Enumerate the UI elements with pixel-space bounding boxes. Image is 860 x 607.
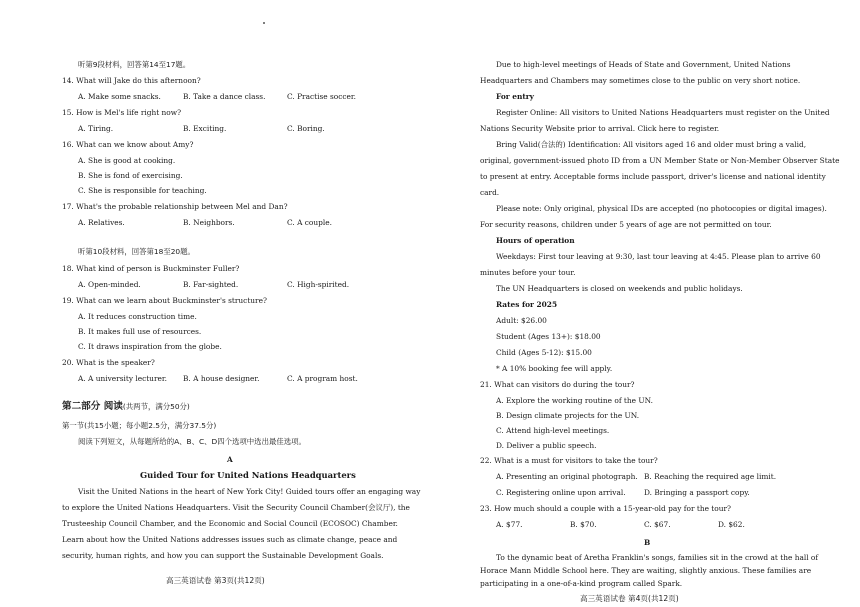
q20-option-a: A. A university lecturer. — [78, 374, 167, 383]
part-instruction: 第一节(共15小题；每小题2.5分，满分37.5分) — [62, 421, 217, 430]
q15-option-a: A. Tiring. — [78, 124, 114, 133]
q14-option-b: B. Take a dance class. — [183, 92, 266, 101]
q23-option-b: B. $70. — [570, 520, 597, 529]
hours-line: minutes before your tour. — [480, 268, 576, 277]
q20-option-b: B. A house designer. — [183, 374, 260, 383]
rate-child: Child (Ages 5-12): $15.00 — [496, 348, 592, 357]
hours-line: The UN Headquarters is closed on weekends and public holidays. — [496, 284, 743, 293]
question-17: 17. What's the probable relationship between Mel and Dan? — [62, 202, 288, 211]
scan-speck — [263, 22, 265, 24]
rate-student: Student (Ages 13+): $18.00 — [496, 332, 601, 341]
page-footer: 高三英语试卷 第4页(共12页) — [580, 594, 679, 603]
q21-option-c: C. Attend high-level meetings. — [496, 426, 610, 435]
passage-a-line: security, human rights, and how you can support the Sustainable Development Goals. — [62, 551, 384, 560]
notice-line: Due to high-level meetings of Heads of State and Government, United Nations — [496, 60, 791, 69]
section-score: (共两节，满分50分) — [122, 402, 190, 411]
q22-option-d: D. Bringing a passport copy. — [644, 488, 750, 497]
q17-option-c: C. A couple. — [287, 218, 332, 227]
section-heading — [62, 402, 190, 412]
passage-b-line: To the dynamic beat of Aretha Franklin's songs, families sit in the crowd at the hall of — [496, 553, 819, 562]
entry-line: Please note: Only original, physical IDs are accepted (no photocopies or digital images). — [496, 204, 827, 213]
question-19: 19. What can we learn about Buckminster's structure? — [62, 296, 267, 305]
booking-fee-note: * A 10% booking fee will apply. — [496, 364, 613, 373]
q23-option-d: D. $62. — [718, 520, 745, 529]
q17-option-b: B. Neighbors. — [183, 218, 235, 227]
entry-line: original, government-issued photo ID from a UN Member State or Non-Member Observer State — [480, 156, 840, 165]
passage-b-label: B — [644, 538, 651, 547]
question-20: 20. What is the speaker? — [62, 358, 155, 367]
notice-line: Headquarters and Chambers may sometimes close to the public on very short notice. — [480, 76, 801, 85]
rate-adult: Adult: $26.00 — [496, 316, 547, 325]
question-14: 14. What will Jake do this afternoon? — [62, 76, 201, 85]
question-18: 18. What kind of person is Buckminster Fuller? — [62, 264, 240, 273]
q22-option-c: C. Registering online upon arrival. — [496, 488, 626, 497]
passage-a-label: A — [227, 455, 233, 464]
q20-option-c: C. A program host. — [287, 374, 358, 383]
listening-instruction-10: 听第10段材料，回答第18至20题。 — [78, 247, 195, 256]
question-16: 16. What can we know about Amy? — [62, 140, 194, 149]
q22-option-b: B. Reaching the required age limit. — [644, 472, 777, 481]
q19-option-b: B. It makes full use of resources. — [78, 327, 202, 336]
entry-line: Nations Security Website prior to arrival. Click here to register. — [480, 124, 720, 133]
right-page — [430, 0, 860, 607]
question-21: 21. What can visitors do during the tour? — [480, 380, 635, 389]
entry-line: card. — [480, 188, 500, 197]
q14-option-c: C. Practise soccer. — [287, 92, 356, 101]
question-23: 23. How much should a couple with a 15-year-old pay for the tour? — [480, 504, 731, 513]
q19-option-c: C. It draws inspiration from the globe. — [78, 342, 222, 351]
passage-a-line: to explore the United Nations Headquarters. Visit the Security Council Chamber(会议厅), the — [62, 503, 410, 512]
q21-option-a: A. Explore the working routine of the UN. — [496, 396, 653, 405]
passage-a-line: Learn about how the United Nations addresses issues such as climate change, peace and — [62, 535, 398, 544]
question-22: 22. What is a must for visitors to take the tour? — [480, 456, 658, 465]
rates-heading: Rates for 2025 — [496, 300, 558, 309]
reading-instruction: 阅读下列短文，从每题所给的A、B、C、D四个选项中选出最佳选项。 — [78, 437, 306, 446]
q15-option-c: C. Boring. — [287, 124, 325, 133]
passage-a-title: Guided Tour for United Nations Headquarters — [140, 470, 356, 480]
q23-option-c: C. $67. — [644, 520, 671, 529]
q22-option-a: A. Presenting an original photograph. — [496, 472, 638, 481]
entry-line: Bring Valid(合法的) Identification: All visitors aged 16 and older must bring a valid, — [496, 140, 807, 149]
q16-option-b: B. She is fond of exercising. — [78, 171, 183, 180]
entry-line: to present at entry. Acceptable forms include passport, driver's license and national identity — [480, 172, 826, 181]
q18-option-c: C. High-spirited. — [287, 280, 350, 289]
entry-line: For security reasons, children under 5 years of age are not permitted on tour. — [480, 220, 772, 229]
hours-line: Weekdays: First tour leaving at 9:30, last tour leaving at 4:45. Please plan to arrive 60 — [496, 252, 821, 261]
passage-b-line: Horace Mann Middle School here. They are waiting, slightly anxious. These families are — [480, 566, 812, 575]
q17-option-a: A. Relatives. — [78, 218, 125, 227]
q16-option-c: C. She is responsible for teaching. — [78, 186, 207, 195]
q16-option-a: A. She is good at cooking. — [78, 156, 176, 165]
for-entry-heading: For entry — [496, 92, 534, 101]
q18-option-a: A. Open-minded. — [78, 280, 141, 289]
hours-heading: Hours of operation — [496, 236, 575, 245]
q23-option-a: A. $77. — [496, 520, 523, 529]
question-15: 15. How is Mel's life right now? — [62, 108, 182, 117]
q18-option-b: B. Far-sighted. — [183, 280, 239, 289]
q14-option-a: A. Make some snacks. — [78, 92, 161, 101]
passage-a-line: Visit the United Nations in the heart of New York City! Guided tours offer an engaging way — [78, 487, 421, 496]
q21-option-b: B. Design climate projects for the UN. — [496, 411, 640, 420]
q21-option-d: D. Deliver a public speech. — [496, 441, 597, 450]
entry-line: Register Online: All visitors to United Nations Headquarters must register on the United — [496, 108, 830, 117]
q19-option-a: A. It reduces construction time. — [78, 312, 197, 321]
passage-a-line: Trusteeship Council Chamber, and the Economic and Social Council (ECOSOC) Chamber. — [62, 519, 398, 528]
q15-option-b: B. Exciting. — [183, 124, 227, 133]
section-title: 第二部分 阅读 — [62, 401, 123, 412]
page-footer: 高三英语试卷 第3页(共12页) — [166, 576, 265, 585]
passage-b-line: participating in a one-of-a-kind program called Spark. — [480, 579, 683, 588]
listening-instruction-9: 听第9段材料，回答第14至17题。 — [78, 60, 191, 69]
